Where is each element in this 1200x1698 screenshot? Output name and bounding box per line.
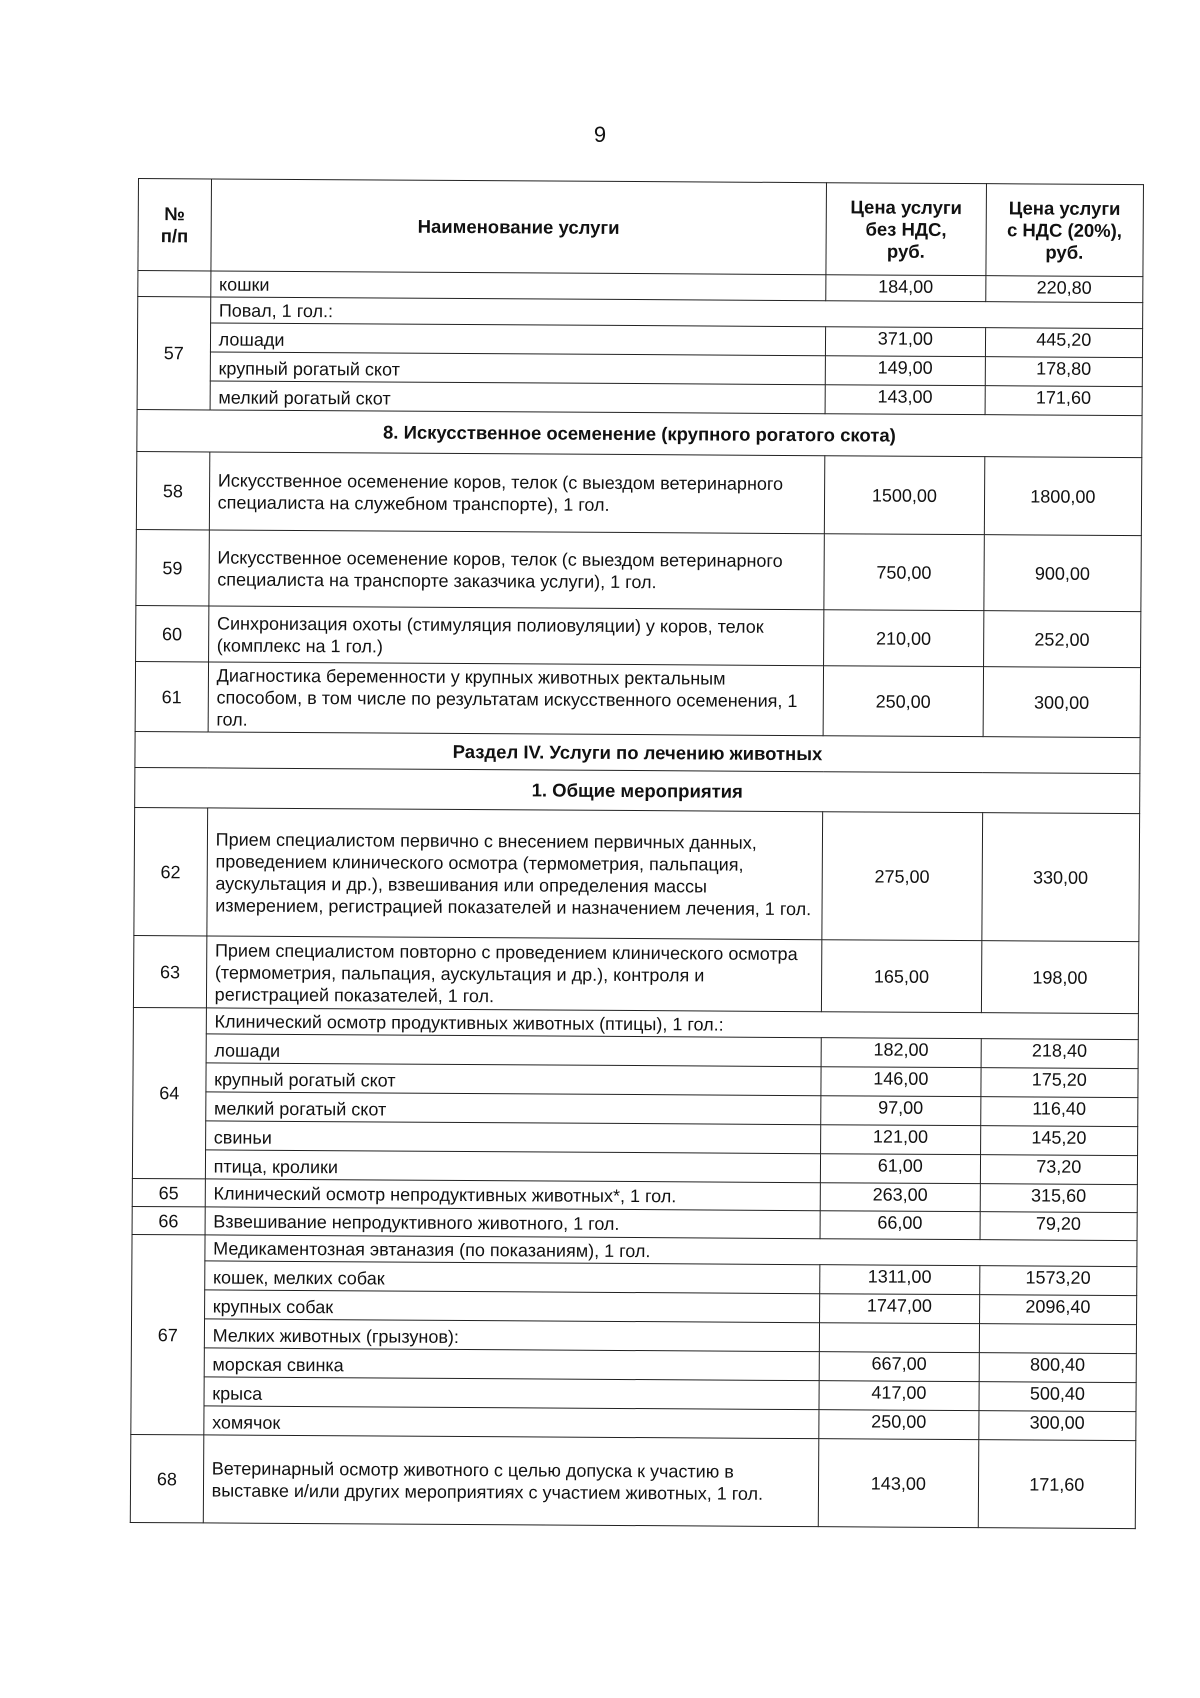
section-row <box>137 409 1142 457</box>
sub-item-name: крупный рогатый скот <box>206 1063 822 1096</box>
price-with-vat <box>979 1324 1137 1354</box>
row-number: 64 <box>132 1007 206 1178</box>
service-name: кошки <box>210 271 826 301</box>
price-with-vat: 300,00 <box>983 667 1141 738</box>
service-name: Искусственное осеменение коров, телок (с выездом ветеринарного специалиста на транспорте заказчика услуги), 1 гол. <box>209 530 825 610</box>
service-name: Синхронизация охоты (стимуляция полиовуляции) у коров, телок (комплекс на 1 гол.) <box>208 606 824 666</box>
header-row <box>138 179 1144 277</box>
price-without-vat: 250,00 <box>823 666 983 737</box>
table-row <box>134 807 1140 941</box>
group-title: Медикаментозная эвтаназия (по показаниям), 1 гол. <box>205 1235 1137 1267</box>
price-without-vat: 149,00 <box>825 356 985 386</box>
price-without-vat: 146,00 <box>821 1067 981 1097</box>
row-number: 58 <box>136 451 209 529</box>
price-with-vat: 315,60 <box>980 1184 1138 1213</box>
row-number: 63 <box>133 935 206 1007</box>
price-with-vat: 330,00 <box>981 813 1139 942</box>
sub-item-name: лошади <box>210 323 826 356</box>
price-without-vat: 121,00 <box>821 1125 981 1155</box>
price-with-vat: 218,40 <box>981 1039 1139 1069</box>
service-name: Взвешивание непродуктивного животного, 1 гол. <box>205 1207 821 1239</box>
price-without-vat: 61,00 <box>820 1154 980 1184</box>
row-number: 62 <box>134 807 207 935</box>
row-number: 66 <box>132 1206 205 1234</box>
price-with-vat: 175,20 <box>980 1068 1138 1098</box>
group-title: Повал, 1 гол.: <box>210 297 1142 329</box>
price-without-vat: 250,00 <box>819 1410 979 1440</box>
row-number <box>138 271 211 297</box>
section-title: 1. Общие мероприятия <box>135 767 1140 813</box>
sub-item-name: свиньи <box>205 1121 821 1154</box>
row-number: 61 <box>135 661 208 731</box>
service-name: Ветеринарный осмотр животного с целью допуска к участию в выставке и/или других мероприятиях с участием животных, 1 гол. <box>203 1435 819 1527</box>
price-with-vat: 1800,00 <box>984 457 1142 536</box>
table-row <box>135 661 1140 737</box>
price-without-vat: 667,00 <box>819 1352 979 1382</box>
group-title: Клинический осмотр продуктивных животных (птицы), 1 гол.: <box>206 1008 1138 1040</box>
service-name: Прием специалистом повторно с проведением клинического осмотра (термометрия, пальпация, аускультация и др.), контроля и регистрацией показателей, 1 гол. <box>206 936 822 1012</box>
row-number: 57 <box>137 297 210 410</box>
sub-item-name: птица, кролики <box>205 1150 821 1183</box>
page-number: 9 <box>593 122 607 147</box>
price-with-vat: 445,20 <box>985 328 1143 358</box>
sub-item-name: лошади <box>206 1034 822 1067</box>
price-with-vat: 252,00 <box>983 611 1141 668</box>
price-without-vat: 97,00 <box>821 1096 981 1126</box>
table-row <box>136 605 1141 667</box>
price-without-vat: 210,00 <box>824 610 984 667</box>
price-with-vat: 500,40 <box>979 1382 1137 1412</box>
price-without-vat: 66,00 <box>820 1211 980 1240</box>
price-with-vat: 800,40 <box>979 1353 1137 1383</box>
price-without-vat: 143,00 <box>825 385 985 415</box>
price-with-vat: 145,20 <box>980 1126 1138 1156</box>
price-with-vat: 73,20 <box>980 1155 1138 1185</box>
price-without-vat: 184,00 <box>826 275 986 302</box>
price-without-vat: 143,00 <box>818 1439 978 1528</box>
header-name: Наименование услуги <box>211 179 827 275</box>
row-number: 65 <box>132 1178 205 1206</box>
price-with-vat: 900,00 <box>983 535 1141 612</box>
sub-item-name: кошек, мелких собак <box>204 1261 820 1294</box>
price-without-vat: 263,00 <box>820 1183 980 1212</box>
price-with-vat: 116,40 <box>980 1097 1138 1127</box>
header-num: № п/п <box>138 179 211 271</box>
sub-item-name: Мелких животных (грызунов): <box>204 1319 820 1352</box>
section-row <box>135 767 1140 813</box>
price-without-vat: 1500,00 <box>824 456 984 535</box>
sub-item-name: крупных собак <box>204 1290 820 1323</box>
price-with-vat: 198,00 <box>981 941 1139 1014</box>
header-price-no-vat: Цена услуги без НДС, руб. <box>826 183 986 276</box>
section-title: Раздел IV. Услуги по лечению животных <box>135 731 1140 773</box>
price-without-vat: 417,00 <box>819 1381 979 1411</box>
row-number: 59 <box>136 529 209 605</box>
service-name: Искусственное осеменение коров, телок (с выездом ветеринарного специалиста на служебном транспорте), 1 гол. <box>209 452 825 534</box>
price-without-vat <box>819 1323 979 1353</box>
sub-item-name: морская свинка <box>204 1348 820 1381</box>
price-without-vat: 371,00 <box>825 327 985 357</box>
sub-item-name: мелкий рогатый скот <box>205 1092 821 1125</box>
price-with-vat: 171,60 <box>985 386 1143 416</box>
price-without-vat: 275,00 <box>822 812 982 941</box>
price-with-vat: 220,80 <box>985 276 1143 303</box>
table-row <box>136 451 1141 535</box>
service-name: Клинический осмотр непродуктивных животных*, 1 гол. <box>205 1179 821 1211</box>
price-table <box>130 178 1144 1529</box>
sub-item-name: крыса <box>204 1377 820 1410</box>
service-name: Прием специалистом первично с внесением первичных данных, проведением клинического осмотра (термометрия, пальпация, аускультация и др.), взвешивания или определения массы измерением, регистрацией показателей и назначением лечения, 1 гол. <box>207 808 823 940</box>
sub-item-name: мелкий рогатый скот <box>210 381 826 414</box>
price-with-vat: 79,20 <box>980 1212 1138 1241</box>
table-row <box>136 529 1141 611</box>
service-name: Диагностика беременности у крупных животных ректальным способом, в том числе по результатам искусственного осеменения, 1 гол. <box>208 662 824 736</box>
price-without-vat: 750,00 <box>824 534 984 611</box>
sub-item-name: крупный рогатый скот <box>210 352 826 385</box>
price-with-vat: 2096,40 <box>979 1295 1137 1325</box>
header-price-vat: Цена услуги с НДС (20%), руб. <box>986 184 1144 277</box>
price-with-vat: 1573,20 <box>979 1266 1137 1296</box>
price-with-vat: 178,80 <box>985 357 1143 387</box>
price-with-vat: 171,60 <box>978 1440 1136 1529</box>
price-without-vat: 165,00 <box>821 940 981 1013</box>
section-row <box>135 731 1140 773</box>
table-body <box>130 271 1143 1529</box>
row-number: 60 <box>136 605 209 661</box>
section-title: 8. Искусственное осеменение (крупного рогатого скота) <box>137 409 1142 457</box>
row-number: 68 <box>130 1434 203 1522</box>
price-without-vat: 1747,00 <box>820 1294 980 1324</box>
row-number: 67 <box>131 1234 205 1434</box>
price-without-vat: 1311,00 <box>820 1265 980 1295</box>
table-row <box>133 935 1138 1013</box>
table-row <box>130 1434 1136 1528</box>
price-without-vat: 182,00 <box>821 1038 981 1068</box>
sub-item-name: хомячок <box>204 1406 820 1439</box>
price-with-vat: 300,00 <box>978 1411 1136 1441</box>
